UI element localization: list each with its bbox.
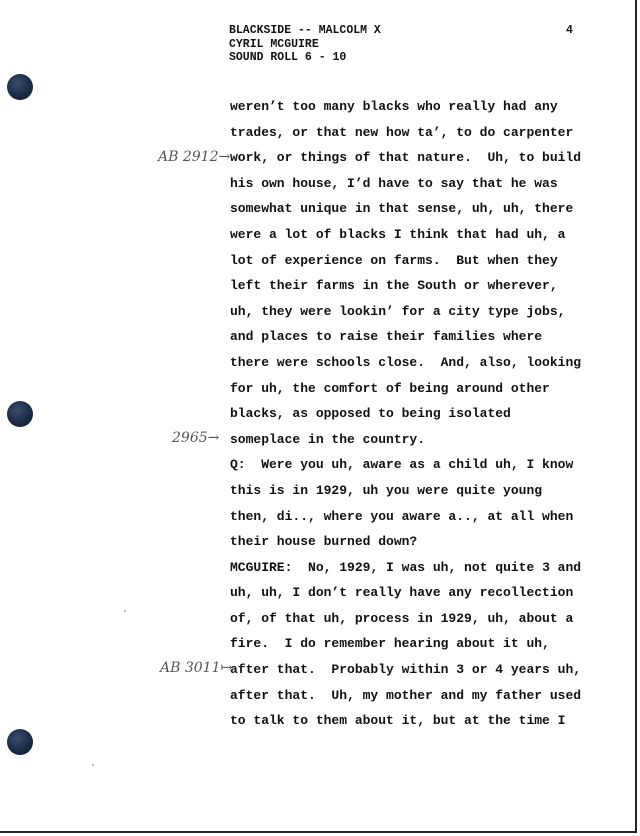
binder-hole-middle: [7, 401, 33, 427]
transcript-line: uh, uh, I don’t really have any recollection: [230, 585, 574, 601]
margin-note-timecode: AB 2912→: [158, 149, 231, 165]
transcript-line: someplace in the country.: [230, 431, 426, 447]
scan-speck: [92, 764, 94, 766]
transcript-line: blacks, as opposed to being isolated: [230, 406, 511, 422]
speaker-line-text: No, 1929, I was uh, not quite 3 and: [308, 559, 582, 575]
header-title: BLACKSIDE -- MALCOLM X: [229, 24, 381, 37]
transcript-line: to talk to them about it, but at the time I: [230, 713, 566, 729]
transcript-body: [230, 98, 600, 738]
transcript-line: his own house, I’d have to say that he was: [230, 175, 558, 191]
scan-speck: [124, 610, 126, 612]
transcript-line: were a lot of blacks I think that had uh, a: [230, 226, 566, 242]
header-sound-roll: SOUND ROLL 6 - 10: [229, 51, 347, 64]
document-header: [229, 24, 381, 65]
margin-note-timecode: AB 3011↦: [160, 660, 233, 676]
binder-hole-bottom: [7, 729, 33, 755]
transcript-line: after that. Uh, my mother and my father used: [230, 687, 582, 703]
header-interviewee: CYRIL MCGUIRE: [229, 37, 319, 51]
transcript-line: there were schools close. And, also, looking: [230, 354, 582, 370]
transcript-line: their house burned down?: [230, 534, 418, 550]
transcript-line: left their farms in the South or wherever,: [230, 278, 558, 294]
speaker-label: MCGUIRE:: [230, 559, 293, 575]
page-number: 4: [566, 24, 573, 37]
transcript-line: and places to raise their families where: [230, 329, 543, 345]
transcript-line: for uh, the comfort of being around other: [230, 380, 550, 396]
transcript-line: of, of that uh, process in 1929, uh, about a: [230, 610, 574, 626]
transcript-line: lot of experience on farms. But when they: [230, 252, 558, 268]
transcript-line: this is in 1929, uh you were quite young: [230, 482, 543, 498]
transcript-line: weren’t too many blacks who really had any: [230, 99, 558, 114]
transcript-line: trades, or that new how ta’, to do carpenter: [230, 124, 574, 140]
transcript-line: then, di.., where you aware a.., at all when: [230, 508, 574, 524]
transcript-line-speaker: [230, 559, 600, 585]
binder-hole-top: [7, 74, 33, 100]
transcript-line: uh, they were lookin’ for a city type jobs,: [230, 303, 566, 319]
margin-note-timecode: 2965→: [172, 430, 220, 446]
transcript-line: work, or things of that nature. Uh, to build: [230, 150, 582, 166]
transcript-line: Q: Were you uh, aware as a child uh, I know: [230, 457, 574, 473]
transcript-line: somewhat unique in that sense, uh, uh, there: [230, 201, 574, 217]
transcript-line: fire. I do remember hearing about it uh,: [230, 636, 550, 652]
transcript-line: after that. Probably within 3 or 4 years uh,: [230, 662, 582, 678]
